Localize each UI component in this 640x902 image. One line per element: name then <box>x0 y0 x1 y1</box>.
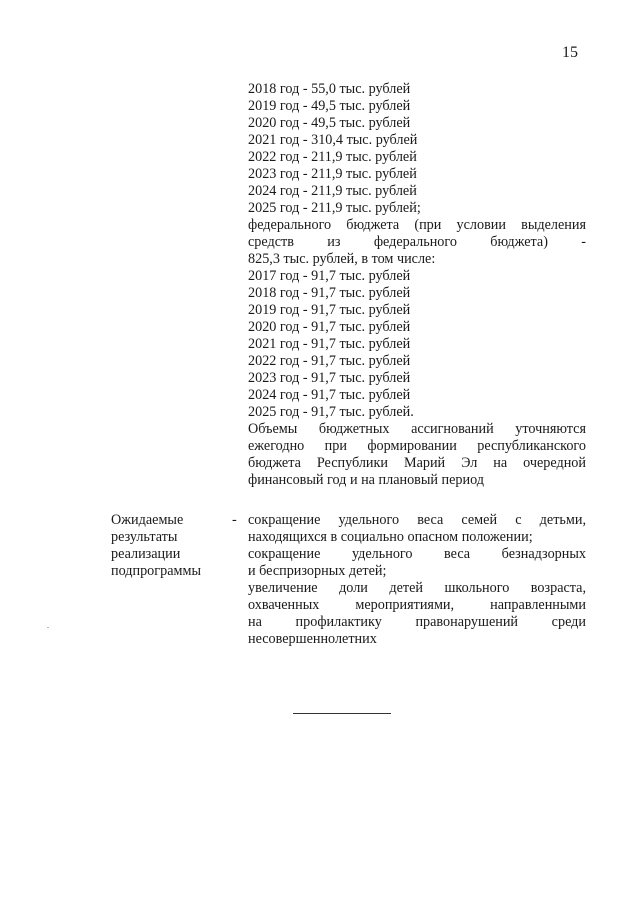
federal-paragraph-line-3: 825,3 тыс. рублей, в том числе: <box>248 251 436 267</box>
federal-line-2019: 2019 год - 91,7 тыс. рублей <box>248 302 411 318</box>
results-label-line-2: результаты <box>111 529 178 545</box>
federal-line-2025: 2025 год - 91,7 тыс. рублей. <box>248 404 414 420</box>
results-dash: - <box>232 512 237 528</box>
results-label-line-3: реализации <box>111 546 181 562</box>
federal-line-2022: 2022 год - 91,7 тыс. рублей <box>248 353 411 369</box>
funding-line-2019: 2019 год - 49,5 тыс. рублей <box>248 98 411 114</box>
note-paragraph-line-2: ежегодно при формировании республиканского <box>248 438 586 454</box>
federal-line-2023: 2023 год - 91,7 тыс. рублей <box>248 370 411 386</box>
results-label-line-1: Ожидаемые <box>111 512 184 528</box>
funding-line-2024: 2024 год - 211,9 тыс. рублей <box>248 183 417 199</box>
results-line-1: сокращение удельного веса семей с детьми, <box>248 512 586 528</box>
scan-speck <box>47 627 49 628</box>
results-line-4: и беспризорных детей; <box>248 563 387 579</box>
results-line-3: сокращение удельного веса безнадзорных <box>248 546 586 562</box>
federal-line-2021: 2021 год - 91,7 тыс. рублей <box>248 336 411 352</box>
federal-paragraph-line-2: средств из федерального бюджета) - <box>248 234 586 250</box>
note-paragraph-line-1: Объемы бюджетных ассигнований уточняются <box>248 421 586 437</box>
results-label <box>111 512 221 580</box>
funding-line-2021: 2021 год - 310,4 тыс. рублей <box>248 132 418 148</box>
federal-line-2024: 2024 год - 91,7 тыс. рублей <box>248 387 411 403</box>
funding-line-2023: 2023 год - 211,9 тыс. рублей <box>248 166 417 182</box>
federal-line-2020: 2020 год - 91,7 тыс. рублей <box>248 319 411 335</box>
note-paragraph-line-4: финансовый год и на плановый период <box>248 472 485 488</box>
funding-text-block <box>248 81 586 489</box>
results-line-8: несовершеннолетних <box>248 631 377 647</box>
federal-line-2017: 2017 год - 91,7 тыс. рублей <box>248 268 411 284</box>
results-line-6: охваченных мероприятиями, направленными <box>248 597 586 613</box>
results-line-7: на профилактику правонарушений среди <box>248 614 586 630</box>
funding-line-2018: 2018 год - 55,0 тыс. рублей <box>248 81 411 97</box>
results-line-2: находящихся в социально опасном положении; <box>248 529 533 545</box>
page-number: 15 <box>562 44 578 61</box>
results-line-5: увеличение доли детей школьного возраста, <box>248 580 586 596</box>
funding-line-2022: 2022 год - 211,9 тыс. рублей <box>248 149 417 165</box>
end-of-section-rule <box>293 713 391 714</box>
federal-paragraph-line-1: федерального бюджета (при условии выделения <box>248 217 586 233</box>
federal-line-2018: 2018 год - 91,7 тыс. рублей <box>248 285 411 301</box>
note-paragraph-line-3: бюджета Республики Марий Эл на очередной <box>248 455 586 471</box>
funding-line-2025: 2025 год - 211,9 тыс. рублей; <box>248 200 421 216</box>
results-text-block <box>248 512 586 648</box>
results-label-line-4: подпрограммы <box>111 563 201 579</box>
funding-line-2020: 2020 год - 49,5 тыс. рублей <box>248 115 411 131</box>
